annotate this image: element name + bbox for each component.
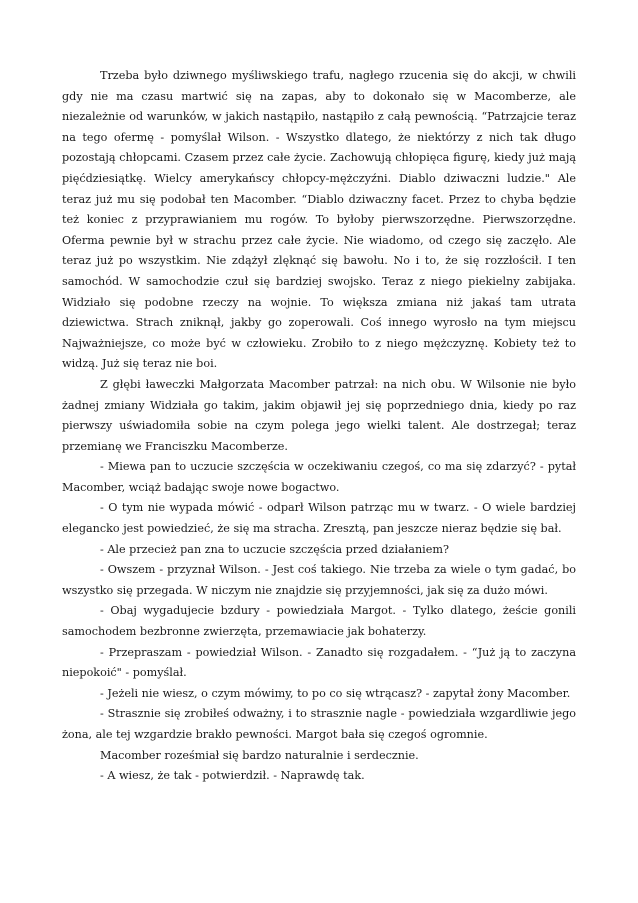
paragraph-4: - O tym nie wypada mówić - odparł Wilson patrząc mu w twarz. - O wiele bardziej elegancko jest powiedzieć, że się ma stracha. Zresztą, pan jeszcze nieraz będzie się bał.	[62, 501, 576, 536]
paragraph-6: - Owszem - przyznał Wilson. - Jest coś takiego. Nie trzeba za wiele o tym gadać, bo wszystko się przegada. W niczym nie znajdzie się przyjemności, jak się za dużo mówi.	[62, 563, 576, 597]
paragraph-7: - Obaj wygadujecie bzdury - powiedziała Margot. - Tylko dlatego, żeście gonili samochodem bezbronne zwierzęta, przemawiacie jak bohaterzy.	[62, 604, 576, 639]
paragraph-2: Z głębi ławeczki Małgorzata Macomber patrzał: na nich obu. W Wilsonie nie było żadnej zmiany Widziała go takim, jakim objawił jej się poprzedniego dnia, kiedy po raz pierwszy uświadomiła sobie na czym polega jego wielki talent. Ale dostrzegał; teraz przemianę we Franciszku Macomberze.	[62, 377, 576, 453]
paragraph-11: Macomber roześmiał się bardzo naturalnie i serdecznie.	[100, 748, 419, 762]
paragraph-9: - Jeżeli nie wiesz, o czym mówimy, to po co się wtrącasz? - zapytał żony Macomber.	[100, 686, 571, 700]
paragraph-3: - Miewa pan to uczucie szczęścia w oczekiwaniu czegoś, co ma się zdarzyć? - pytał Macomber, wciąż badając swoje nowe bogactwo.	[62, 460, 576, 494]
document-page	[62, 66, 576, 787]
paragraph-5: - Ale przecież pan zna to uczucie szczęścia przed działaniem?	[100, 542, 449, 556]
paragraph-8: - Przepraszam - powiedział Wilson. - Zanadto się rozgadałem. - “Już ją to zaczyna niepokoić" - pomyślał.	[62, 645, 576, 680]
paragraph-1: Trzeba było dziwnego myśliwskiego trafu, nagłego rzucenia się do akcji, w chwili gdy nie ma czasu martwić się na zapas, aby to dokonało się w Macomberze, ale niezależnie od warunków, w jakich nastąpiło, nastąpiło z całą pewnością. “Patrzajcie teraz na tego ofermę - pomyślał Wilson. - Wszystko dlatego, że niektórzy z nich tak długo pozostają chłopcami. Czasem przez całe życie. Zachowują chłopięca figurę, kiedy już mają pięćdziesiątkę. Wielcy amerykańscy chłopcy-mężczyźni. Diablo dziwaczni ludzie." Ale teraz już mu się podobał ten Macomber. “Diablo dziwaczny facet. Przez to chyba będzie też koniec z przyprawianiem mu rogów. To byłoby pierwszorzędne. Pierwszorzędne. Oferma pewnie był w strachu przez całe życie. Nie wiadomo, od czego się zaczęło. Ale teraz już po wszystkim. Nie zdążył zlęknąć się bawołu. No i to, że się rozzłościł. I ten samochód. W samochodzie czuł się bardziej swojsko. Teraz z niego piekielny zabijaka. Widziało się podobne rzeczy na wojnie. To większa zmiana niż jakaś tam utrata dziewictwa. Strach zniknął, jakby go zoperowali. Coś innego wyrosło na tym miejscu Najważniejsze, co może być w człowieku. Zrobiło to z niego mężczyznę. Kobiety też to widzą. Już się teraz nie boi.	[62, 69, 576, 371]
paragraph-10: - Strasznie się zrobiłeś odważny, i to strasznie nagle - powiedziała wzgardliwie jego żona, ale tej wzgardzie brakło pewności. Margot bała się czegoś ogromnie.	[62, 707, 576, 741]
paragraph-12: - A wiesz, że tak - potwierdził. - Naprawdę tak.	[100, 769, 365, 783]
